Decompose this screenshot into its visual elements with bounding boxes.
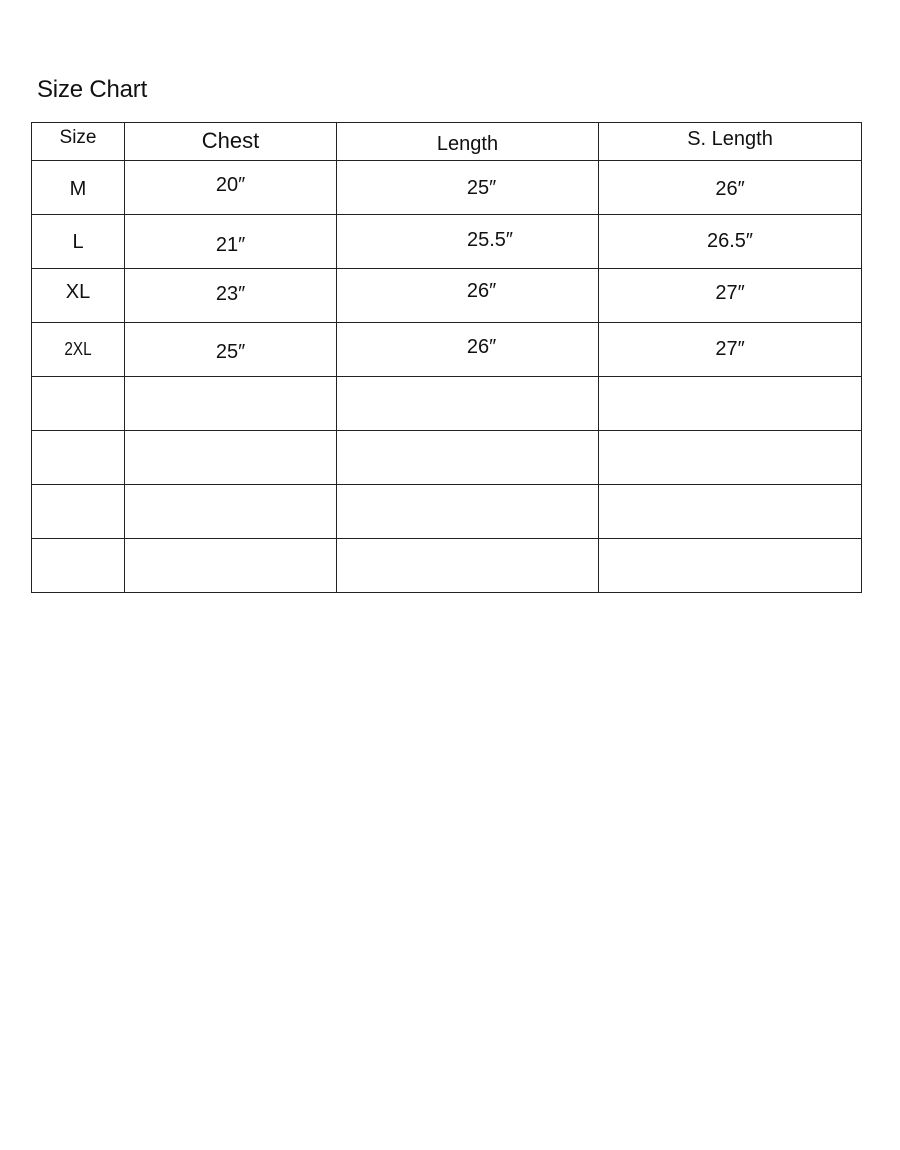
table-row [32, 539, 862, 593]
table-row [32, 215, 862, 269]
header-length: Length [337, 123, 599, 161]
header-row [32, 123, 862, 161]
size-value: M [69, 178, 87, 200]
header-s-length: S. Length [599, 123, 862, 161]
table-row [32, 485, 862, 539]
size-value: XL [65, 281, 91, 303]
s-length-value: 27″ [715, 282, 745, 304]
table-row [32, 161, 862, 215]
s-length-value: 27″ [715, 338, 745, 360]
header-chest: Chest [125, 123, 337, 161]
chest-value: 21″ [215, 234, 246, 256]
size-value: 2XL [64, 339, 92, 359]
s-length-value: 26.5″ [706, 230, 753, 252]
chest-value: 23″ [215, 283, 246, 305]
header-size: Size [32, 123, 125, 161]
table-row [32, 377, 862, 431]
length-value: 26″ [466, 336, 497, 358]
table-row [32, 323, 862, 377]
chest-value: 20″ [215, 174, 246, 196]
page-title: Size Chart [37, 76, 148, 103]
table-row [32, 431, 862, 485]
length-value: 26″ [466, 280, 497, 302]
chest-value: 25″ [215, 341, 246, 363]
size-chart-table [31, 122, 862, 593]
size-value: L [72, 231, 84, 253]
s-length-value: 26″ [715, 178, 745, 200]
table-row [32, 269, 862, 323]
length-value: 25.5″ [466, 229, 513, 251]
length-value: 25″ [466, 177, 497, 199]
